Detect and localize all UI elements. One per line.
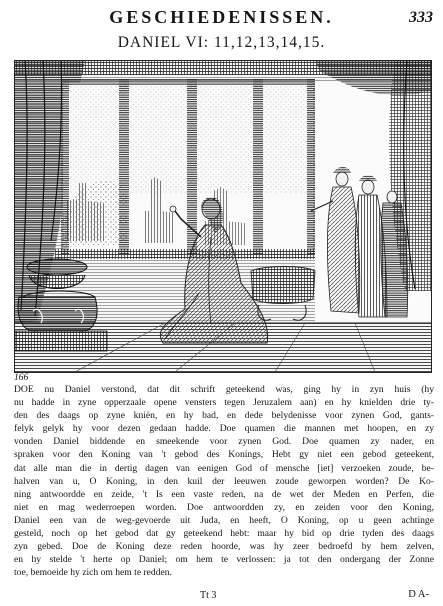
engraving-illustration: [14, 60, 432, 373]
text-line: niet en mag wederroepen worden. Doe antwoordden zy, en zeiden voor den Koning,: [14, 501, 434, 513]
body-text: [14, 383, 434, 579]
text-line: felyk gelyk hy voor dezen gedaan hadde. Doe quamen die mannen met hoopen, en zy: [14, 423, 434, 435]
text-line: halven van u, O Koning, in den kuil der leeuwen zoude geworpen worden? De Ko-: [14, 475, 434, 487]
text-line: toe, bemoeide hy zich om hem te redden.: [14, 567, 172, 579]
page-number: 333: [409, 9, 433, 26]
text-line: zyn gebed. Doe de Koning deze reden hoorde, was hy zeer bedroefd by hem zelven,: [14, 541, 434, 553]
text-line: DOE nu Daniel verstond, dat dit schrift geteekend was, ging hy in zyn huis (hy: [14, 384, 434, 395]
text-line: en hy stelde 't herte op Daniel; om hem te verlossen: ja tot den ondergang der Zonne: [14, 554, 434, 566]
text-line: den des daags op zyne kniën, en hy bad, en dede belydenisse voor zynen God, gants-: [14, 410, 434, 422]
text-line: nu hadde in zyne opperzaale opene vensters tegen Jeruzalem aan) en hy knielden drie ty-: [14, 397, 434, 409]
text-line: vonden Daniel biddende en smeekende voor zynen God. Doe quamen zy nader, en: [14, 436, 434, 448]
text-line: Daniel een van de weg-gevoerde uit Juda, en heeft, O Koning, op u geen achtinge: [14, 514, 434, 526]
text-line: spraken voor den Koning van 't gebod des Konings, Hebt gy niet een gebod geteekent,: [14, 449, 434, 461]
running-title: GESCHIEDENISSEN.: [109, 7, 334, 27]
plate-number: 166: [14, 373, 29, 383]
catchword: D A-: [408, 589, 429, 600]
chapter-reference: DANIEL VI: 11,12,13,14,15.: [117, 34, 326, 51]
text-line: ning antwoordde en zeide, 't Is een vaste reden, na de wet der Meden en Perfen, die: [14, 488, 434, 500]
text-line: gesteld, noch op het gebod dat gy geteekend hebt: maar hy bid op drie tyden des daags: [14, 528, 434, 540]
text-line: dat alle man die in dertig dagen van eenigen God of mensche [iet] verzoeken zoude, be-: [14, 462, 434, 474]
signature-mark: Tt 3: [200, 590, 217, 601]
